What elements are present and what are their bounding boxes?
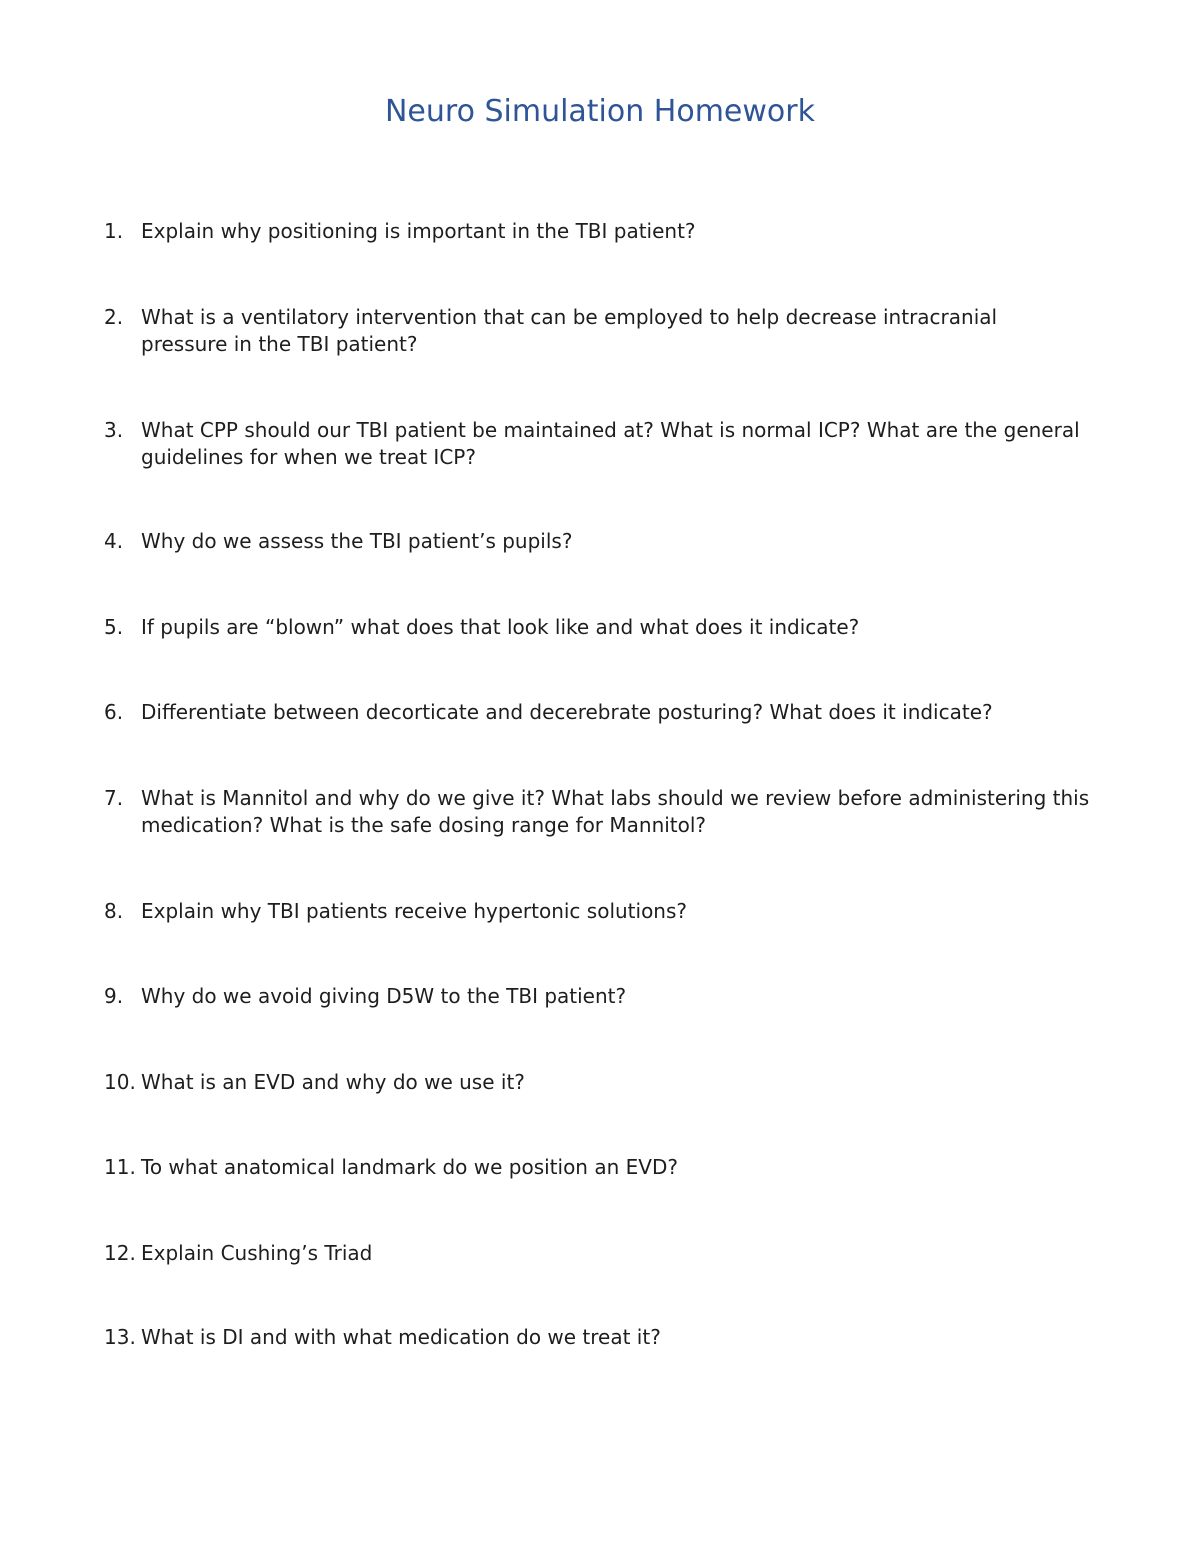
question-number: 2. xyxy=(104,305,124,329)
question-item-7 xyxy=(104,785,1144,839)
question-item-2 xyxy=(104,304,1144,358)
question-text: Why do we assess the TBI patient’s pupils? xyxy=(141,529,573,553)
question-number: 12. xyxy=(104,1241,136,1265)
question-item-6 xyxy=(104,699,1144,726)
question-item-1 xyxy=(104,218,1144,245)
question-number: 4. xyxy=(104,529,124,553)
question-number: 5. xyxy=(104,615,124,639)
question-item-8 xyxy=(104,898,1144,925)
question-number: 6. xyxy=(104,700,124,724)
question-item-10 xyxy=(104,1069,1144,1096)
question-text: Explain Cushing’s Triad xyxy=(141,1241,373,1265)
question-text: What is Mannitol and why do we give it? What labs should we review before administering this medication? What is the safe dosing range for Mannitol? xyxy=(141,786,1090,837)
question-text: What is DI and with what medication do we treat it? xyxy=(141,1325,661,1349)
question-item-4 xyxy=(104,528,1144,555)
page-title: Neuro Simulation Homework xyxy=(384,94,815,129)
question-text: What CPP should our TBI patient be maintained at? What is normal ICP? What are the general guidelines for when we treat ICP? xyxy=(141,418,1080,469)
question-item-12 xyxy=(104,1240,1144,1267)
question-text: Explain why positioning is important in the TBI patient? xyxy=(141,219,696,243)
question-number: 11. xyxy=(104,1155,136,1179)
question-item-13 xyxy=(104,1324,1144,1351)
question-number: 3. xyxy=(104,418,124,442)
question-item-11 xyxy=(104,1154,1144,1181)
question-number: 10. xyxy=(104,1070,136,1094)
question-number: 8. xyxy=(104,899,124,923)
question-text: What is an EVD and why do we use it? xyxy=(141,1070,525,1094)
question-item-9 xyxy=(104,983,1144,1010)
question-text: To what anatomical landmark do we position an EVD? xyxy=(141,1155,678,1179)
question-text: What is a ventilatory intervention that can be employed to help decrease intracranial pressure in the TBI patient? xyxy=(141,305,998,356)
question-item-3 xyxy=(104,417,1144,471)
question-text: If pupils are “blown” what does that look like and what does it indicate? xyxy=(141,615,860,639)
question-number: 1. xyxy=(104,219,124,243)
question-item-5 xyxy=(104,614,1144,641)
question-number: 9. xyxy=(104,984,124,1008)
question-text: Differentiate between decorticate and decerebrate posturing? What does it indicate? xyxy=(141,700,993,724)
question-text: Explain why TBI patients receive hypertonic solutions? xyxy=(141,899,688,923)
question-text: Why do we avoid giving D5W to the TBI patient? xyxy=(141,984,627,1008)
question-number: 13. xyxy=(104,1325,136,1349)
question-number: 7. xyxy=(104,786,124,810)
